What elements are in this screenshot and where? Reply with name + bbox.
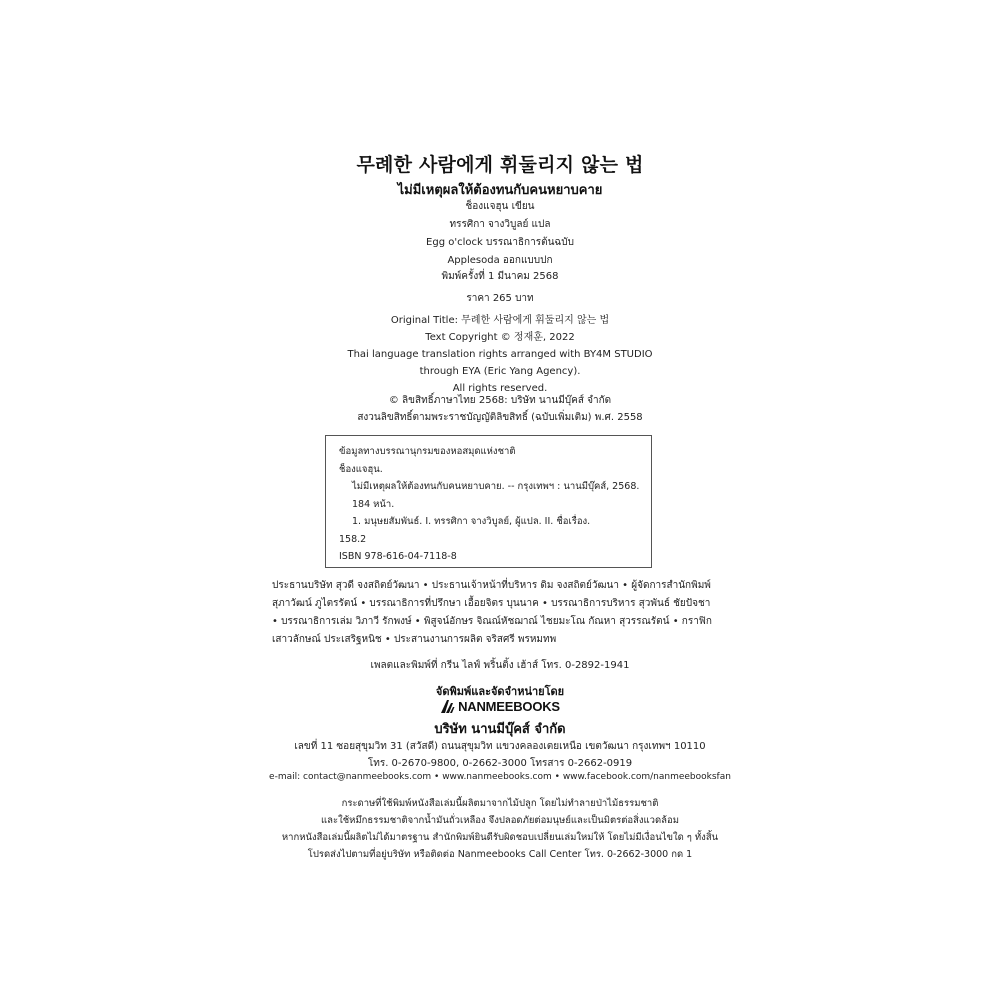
company-name: บริษัท นานมีบุ๊คส์ จำกัด <box>434 722 566 737</box>
staff-line: • บรรณาธิการเล่ม วิภาวี รักพงษ์ • พิสูจน์อักษร จิณณ์หัชฌาณ์ ไชยมะโณ กัณหา สุวรรณรัตน์ • กราฟิก <box>272 616 712 627</box>
note-line: กระดาษที่ใช้พิมพ์หนังสือเล่มนี้ผลิตมาจากไม้ปลูก โดยไม่ทำลายป่าไม้ธรรมชาติ <box>341 798 659 809</box>
cip-isbn: ISBN 978-616-04-7118-8 <box>339 551 457 562</box>
notes-block <box>0 795 1000 863</box>
credits-block <box>0 198 1000 270</box>
contact-line: e-mail: contact@nanmeebooks.com • www.nanmeebooks.com • www.facebook.com/nanmeebooksfan <box>269 772 731 782</box>
text-copyright: Text Copyright © 정재훈, 2022 <box>425 332 575 343</box>
credit-editor: Egg o'clock บรรณาธิการต้นฉบับ <box>426 237 574 248</box>
staff-credits <box>272 577 732 649</box>
credit-translator: ทรรศิกา จางวิบูลย์ แปล <box>449 219 551 230</box>
publisher-brand <box>0 699 1000 714</box>
original-title: Original Title: 무례한 사람에게 휘둘리지 않는 법 <box>390 315 610 326</box>
thai-copyright-line: © ลิขสิทธิ์ภาษาไทย 2568: บริษัท นานมีบุ๊คส์ จำกัด <box>388 395 612 406</box>
staff-line: เสาวลักษณ์ ประเสริฐหนิช • ประสานงานการผลิต จริสศรี พรหมทพ <box>272 634 557 645</box>
cip-title-line: ไม่มีเหตุผลให้ต้องทนกับคนหยาบคาย. -- กรุงเทพฯ : นานมีบุ๊คส์, 2568. <box>352 481 640 492</box>
cip-pages: 184 หน้า. <box>352 498 395 510</box>
staff-line: ประธานบริษัท สุวดี จงสถิตย์วัฒนา • ประธานเจ้าหน้าที่บริหาร ดิม จงสถิตย์วัฒนา • ผู้จัดการสำนักพิมพ์ <box>272 580 711 591</box>
phone-line: โทร. 0-2670-9800, 0-2662-3000 โทรสาร 0-2662-0919 <box>367 758 633 769</box>
all-rights-reserved: All rights reserved. <box>452 383 548 394</box>
cip-heading: ข้อมูลทางบรรณานุกรมของหอสมุดแห่งชาติ <box>339 446 516 457</box>
printer-line: เพลตและพิมพ์ที่ กรีน ไลฟ์ พริ้นติ้ง เฮ้าส์ โทร. 0-2892-1941 <box>370 660 630 671</box>
price-text: ราคา 265 บาท <box>466 293 534 304</box>
book-title-thai: ไม่มีเหตุผลให้ต้องทนกับคนหยาบคาย <box>397 183 603 198</box>
publisher-label: จัดพิมพ์และจัดจำหน่ายโดย <box>435 685 565 698</box>
copyright-act-line: สงวนลิขสิทธิ์ตามพระราชบัญญัติลิขสิทธิ์ (ฉบับเพิ่มเติม) พ.ศ. 2558 <box>357 412 643 423</box>
address-line: เลขที่ 11 ซอยสุขุมวิท 31 (สวัสดี) ถนนสุขุมวิท แขวงคลองเตยเหนือ เขตวัฒนา กรุงเทพฯ 10110 <box>294 741 706 752</box>
rights-block <box>0 312 1000 397</box>
agency-line: through EYA (Eric Yang Agency). <box>419 366 581 377</box>
translation-rights: Thai language translation rights arranged with BY4M STUDIO <box>347 349 653 360</box>
cip-author: ช็องแจฮุน. <box>339 463 383 475</box>
cataloging-in-publication-box <box>325 435 652 568</box>
credit-author: ช็องแจฮุน เขียน <box>465 201 535 212</box>
note-line: หากหนังสือเล่มนี้ผลิตไม่ได้มาตรฐาน สำนักพิมพ์ยินดีรับผิดชอบเปลี่ยนเล่มใหม่ให้ โดยไม่มีเงื่อนไขใด ๆ ทั้งสิ้น <box>281 832 719 843</box>
address-block <box>0 738 1000 772</box>
thai-copyright-block <box>0 392 1000 426</box>
note-line: และใช้หมึกธรรมชาติจากน้ำมันถั่วเหลือง จึงปลอดภัยต่อมนุษย์และเป็นมิตรต่อสิ่งแวดล้อม <box>321 815 679 826</box>
cip-classification: 158.2 <box>339 533 367 545</box>
note-line: โปรดส่งไปตามที่อยู่บริษัท หรือติดต่อ Nanmeebooks Call Center โทร. 0-2662-3000 กด 1 <box>307 849 693 860</box>
cip-subjects: 1. มนุษยสัมพันธ์. I. ทรรศิกา จางวิบูลย์, ผู้แปล. II. ชื่อเรื่อง. <box>352 516 591 527</box>
edition-block <box>0 268 1000 308</box>
brand-name: NANMEEBOOKS <box>458 699 560 714</box>
edition-text: พิมพ์ครั้งที่ 1 มีนาคม 2568 <box>441 271 559 282</box>
book-title-korean: 무례한 사람에게 휘둘리지 않는 법 <box>356 154 644 176</box>
nanmeebooks-logo-icon <box>440 699 455 714</box>
credit-cover-designer: Applesoda ออกแบบปก <box>447 255 553 266</box>
staff-line: สุภาวัฒน์ ภูไตรรัตน์ • บรรณาธิการที่ปรึกษา เอื้อยจิตร บุนนาค • บรรณาธิการบริหาร สุวพันธ์ ชัยปัจชา <box>272 598 711 609</box>
